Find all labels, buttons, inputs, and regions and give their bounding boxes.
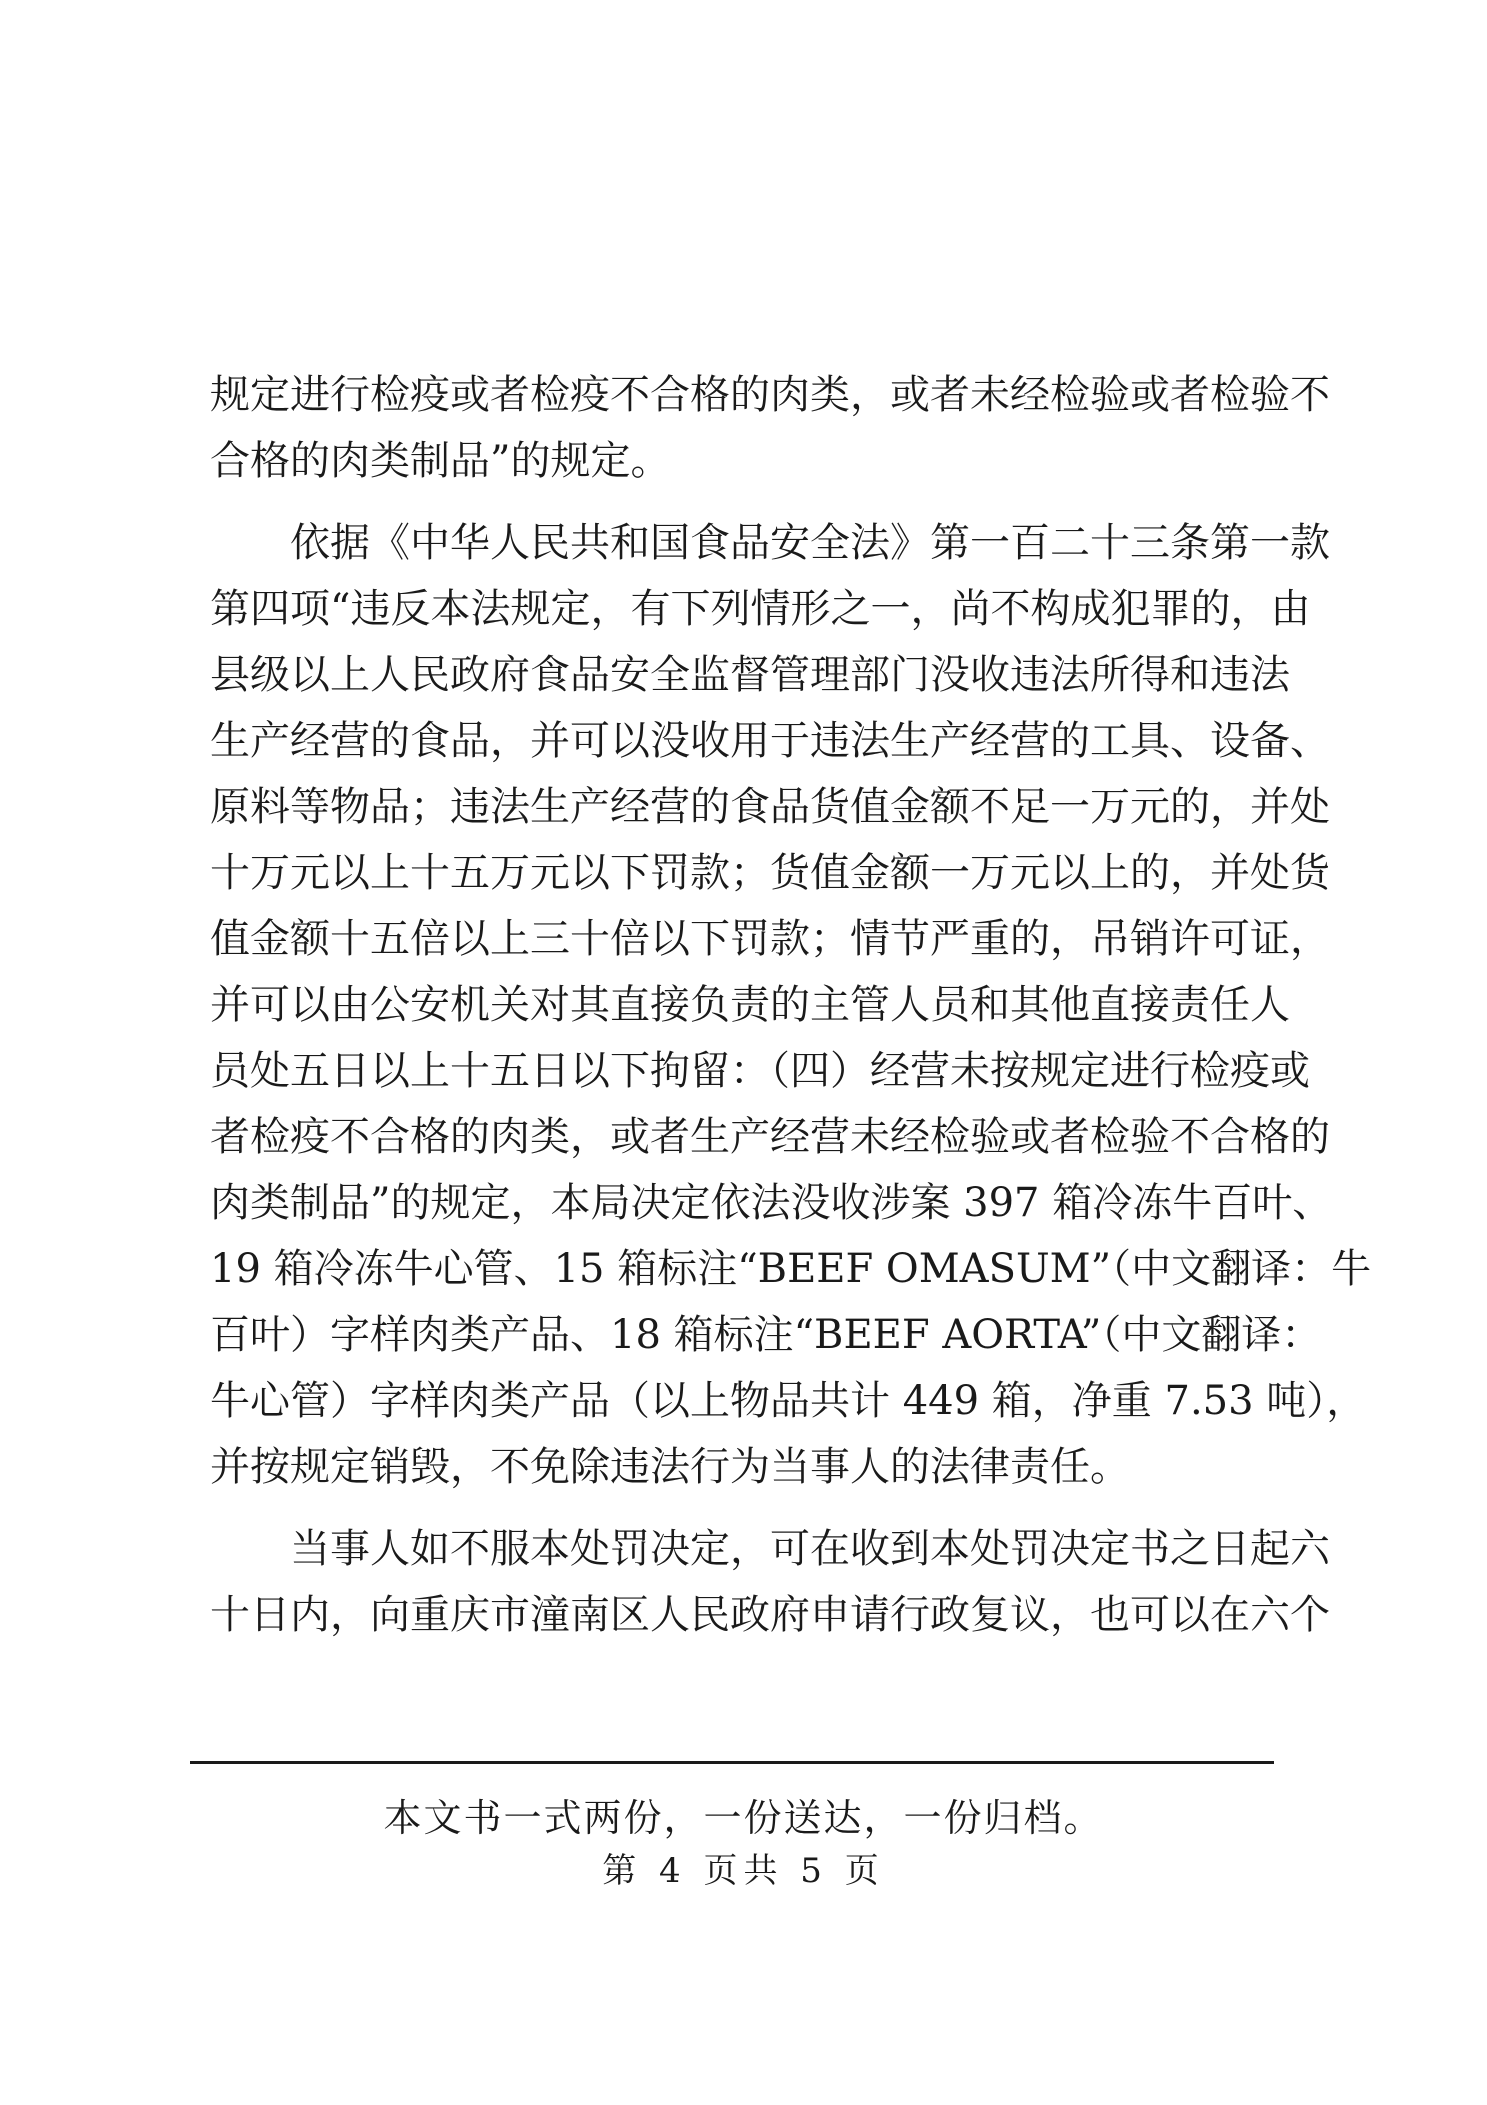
body-line-18: 当事人如不服本处罚决定，可在收到本处罚决定书之日起六 xyxy=(290,1526,1330,1572)
body-line-19: 十日内，向重庆市潼南区人民政府申请行政复议，也可以在六个 xyxy=(210,1592,1330,1638)
body-line-7: 原料等物品；违法生产经营的食品货值金额不足一万元的，并处 xyxy=(210,784,1330,830)
footer-note: 本文书一式两份，一份送达，一份归档。 xyxy=(383,1796,1104,1840)
body-line-5: 县级以上人民政府食品安全监督管理部门没收违法所得和违法 xyxy=(210,652,1290,698)
body-line-16: 牛心管）字样肉类产品（以上物品共计 449 箱，净重 7.53 吨）， xyxy=(210,1378,1367,1424)
body-line-14: 19 箱冷冻牛心管、15 箱标注“BEEF OMASUM”（中文翻译：牛 xyxy=(210,1246,1372,1292)
body-line-17: 并按规定销毁，不免除违法行为当事人的法律责任。 xyxy=(210,1444,1130,1490)
body-line-6: 生产经营的食品，并可以没收用于违法生产经营的工具、设备、 xyxy=(210,718,1330,764)
body-line-13: 肉类制品”的规定，本局决定依法没收涉案 397 箱冷冻牛百叶、 xyxy=(210,1180,1333,1226)
body-line-1: 规定进行检疫或者检疫不合格的肉类，或者未经检验或者检验不 xyxy=(210,372,1330,418)
body-line-15: 百叶）字样肉类产品、18 箱标注“BEEF AORTA”（中文翻译： xyxy=(210,1312,1322,1358)
body-line-12: 者检疫不合格的肉类，或者生产经营未经检验或者检验不合格的 xyxy=(210,1114,1330,1160)
body-line-10: 并可以由公安机关对其直接负责的主管人员和其他直接责任人 xyxy=(210,982,1290,1028)
body-line-2: 合格的肉类制品”的规定。 xyxy=(210,438,671,484)
body-line-4: 第四项“违反本法规定，有下列情形之一，尚不构成犯罪的，由 xyxy=(210,586,1311,632)
body-line-8: 十万元以上十五万元以下罚款；货值金额一万元以上的，并处货 xyxy=(210,850,1330,896)
body-line-11: 员处五日以上十五日以下拘留：（四）经营未按规定进行检疫或 xyxy=(210,1048,1310,1094)
body-line-3: 依据《中华人民共和国食品安全法》第一百二十三条第一款 xyxy=(290,520,1330,566)
footer-divider xyxy=(190,1761,1274,1764)
body-line-9: 值金额十五倍以上三十倍以下罚款；情节严重的，吊销许可证， xyxy=(210,916,1330,962)
page-number: 第 4 页共 5 页 xyxy=(602,1851,885,1891)
